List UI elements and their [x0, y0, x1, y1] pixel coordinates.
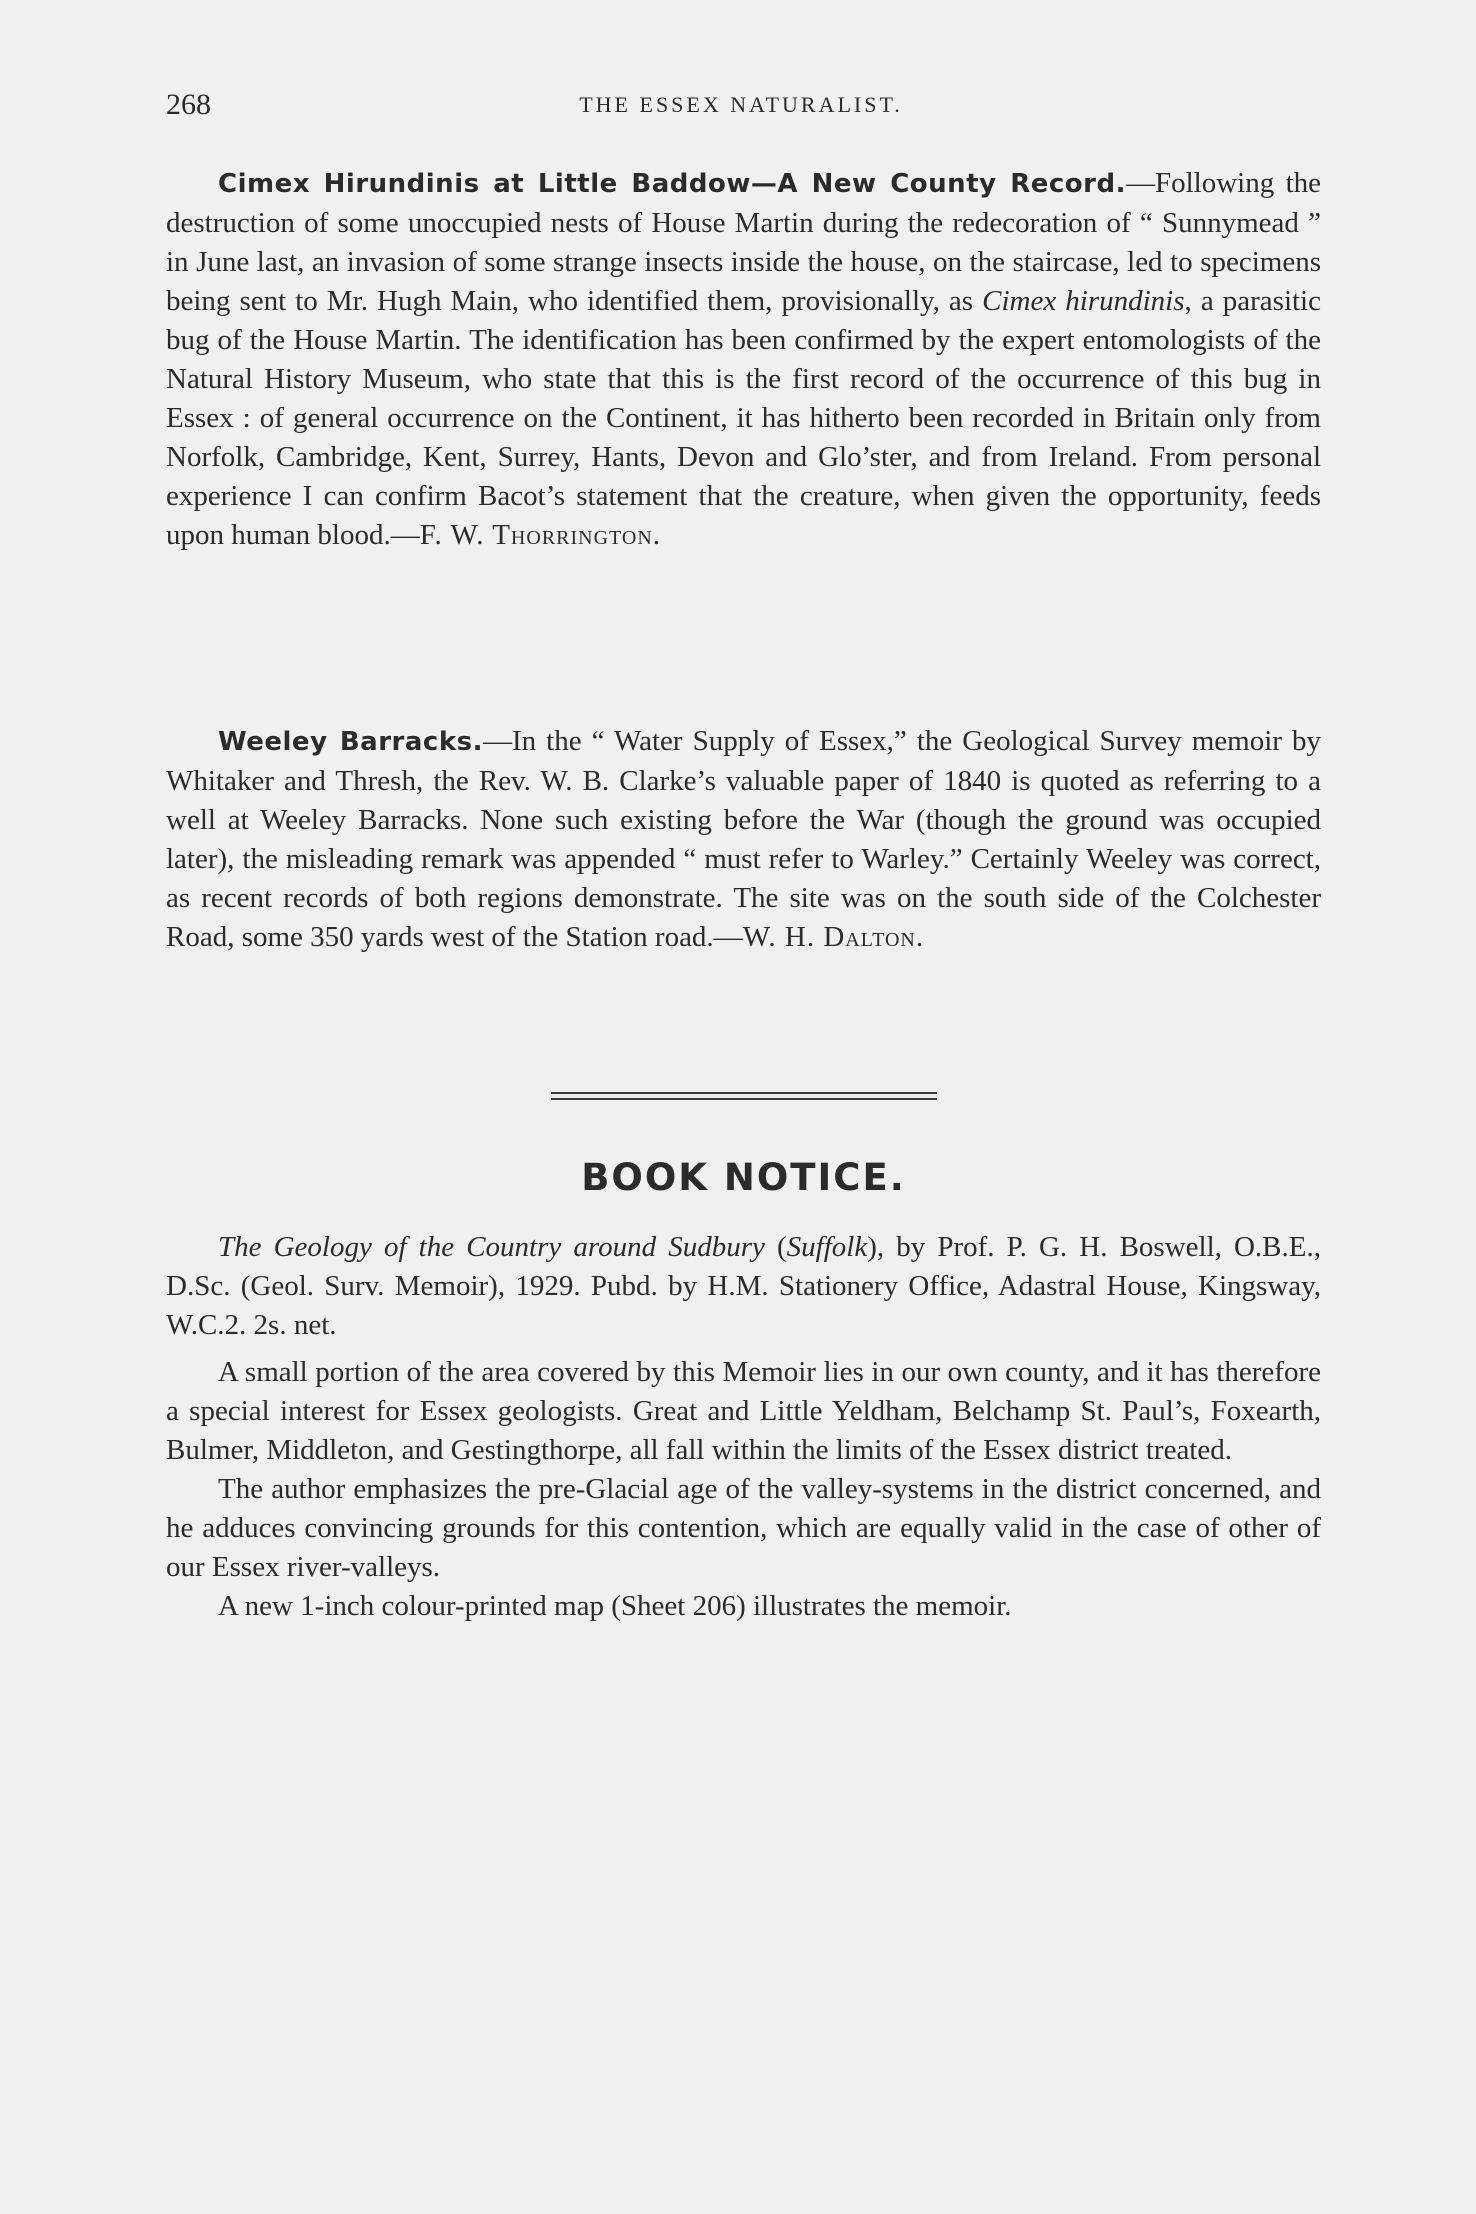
- review-paragraph: The author emphasizes the pre-Glacial age of the valley-systems in the district concerned, and he adduces convincing grounds for this contention, which are equally valid in the case of other of our Essex river-valleys.: [166, 1473, 1321, 1583]
- note-author: W. H. Dalton.: [742, 921, 925, 953]
- review-paragraph: A new 1-inch colour-printed map (Sheet 206) illustrates the memoir.: [218, 1590, 1012, 1622]
- species-name: Cimex hirundinis: [982, 285, 1185, 317]
- double-rule-divider: [551, 1092, 937, 1100]
- journal-title: THE ESSEX NATURALIST.: [579, 92, 903, 117]
- section-heading: BOOK NOTICE.: [581, 1156, 906, 1199]
- book-notice: [166, 1228, 1321, 1626]
- page-number: 268: [166, 88, 211, 121]
- note-cimex-hirundinis: [166, 164, 1321, 555]
- note-weeley-barracks: [166, 722, 1321, 957]
- note-text-continued: , a parasitic bug of the House Martin. The identification has been confirmed by the expert entomologists of the Natural History Museum, who state that this is the first record of the occurrence of this bug in Essex : of general occurrence on the Continent, it has hitherto been recorded in Britain only from Norfolk, Cambridge, Kent, Surrey, Hants, Devon and Glo’ster, and from Ireland. From personal experience I can confirm Bacot’s statement that the creature, when given the opportunity, feeds upon human blood.—: [166, 285, 1321, 551]
- note-paragraph: [166, 722, 1321, 957]
- book-citation: [166, 1228, 1321, 1345]
- book-region: Suffolk: [786, 1231, 868, 1263]
- review-paragraph: A small portion of the area covered by this Memoir lies in our own county, and it has therefore a special interest for Essex geologists. Great and Little Yeldham, Belchamp St. Paul’s, Foxearth, Bulmer, Middleton, and Gestingthorpe, all fall within the limits of the Essex district treated.: [166, 1356, 1321, 1466]
- note-title: Cimex Hirundinis at Little Baddow—A New County Record.: [218, 169, 1126, 199]
- note-paragraph: [166, 164, 1321, 555]
- note-text: —Following the destruction of some unoccupied nests of House Martin during the redecoration of “ Sunnymead ” in June last, an invasion of some strange insects inside the house, on the staircase, led to specimens being sent to Mr. Hugh Main, who identified them, provisionally, as: [166, 167, 1321, 317]
- note-text: —In the “ Water Supply of Essex,” the Geological Survey memoir by Whitaker and Thresh, the Rev. W. B. Clarke’s valuable paper of 1840 is quoted as referring to a well at Weeley Barracks. None such existing before the War (though the ground was occupied later), the misleading remark was appended “ must refer to Warley.” Certainly Weeley was correct, as recent records of both regions demonstrate. The site was on the south side of the Colchester Road, some 350 yards west of the Station road.—: [166, 725, 1321, 953]
- note-author: F. W. Thorrington.: [419, 519, 662, 551]
- running-head: [166, 88, 1316, 128]
- citation-paren: (: [764, 1231, 787, 1263]
- citation-text: ), by Prof. P. G. H. Boswell, O.B.E., D.Sc. (Geol. Surv. Memoir), 1929. Pubd. by H.M. Stationery Office, Adastral House, Kingsway, W.C.2. 2s. net.: [166, 1231, 1321, 1341]
- note-title: Weeley Barracks.: [218, 727, 483, 757]
- book-title: The Geology of the Country around Sudbury: [218, 1231, 765, 1263]
